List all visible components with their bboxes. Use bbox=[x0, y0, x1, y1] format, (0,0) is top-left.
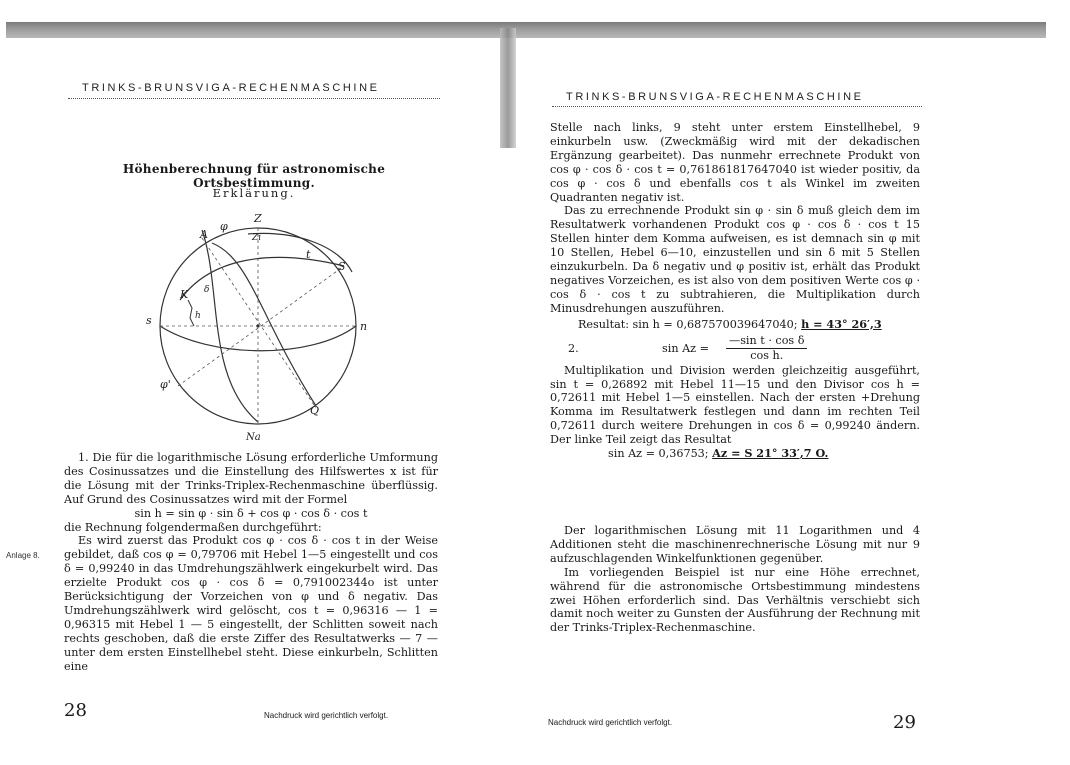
label-n: n bbox=[360, 320, 368, 333]
fraction-denominator: cos h. bbox=[750, 348, 784, 362]
right-body-text-top bbox=[550, 121, 920, 461]
label-star-S: S bbox=[338, 260, 346, 273]
paragraph: Stelle nach links, 9 steht unter erstem Einstellhebel, 9 einkurbeln usw. (Zweckmäßig wird mit der dekadischen Ergänzung gearbeitet). Das nunmehr errechnete Produkt von cos φ · cos δ · cos t = 0,761861817647040 ist wieder positiv, da cos φ · cos δ und ebenfalls cos t als Winkel im zweiten Quadranten negativ ist. bbox=[550, 121, 920, 204]
page-number-right: 29 bbox=[893, 712, 916, 733]
book-spine-shadow bbox=[500, 28, 516, 148]
formula-lhs: sin Az = bbox=[662, 341, 709, 355]
label-s: s bbox=[146, 314, 152, 327]
label-phi: φ bbox=[220, 220, 228, 233]
right-body-text-bottom bbox=[550, 524, 920, 635]
result-line-2 bbox=[550, 447, 920, 461]
page-title: Höhenberechnung für astronomische Ortsbestimmung. bbox=[122, 162, 386, 190]
paragraph: Multiplikation und Division werden gleichzeitig ausgeführt, sin t = 0,26892 mit Hebel 11—15 und den Divisor cos h = 0,72611 mit Hebel 1—5 einstellen. Nach der ersten +Drehung Komma im Resultatwerk festlegen und dann im rechten Teil 0,72611 durch weitere Drehungen in cos δ = 0,99240 ändern. Der linke Teil zeigt das Resultat bbox=[550, 363, 920, 447]
celestial-sphere-diagram bbox=[140, 208, 380, 448]
label-phi-prime: φ' bbox=[160, 378, 171, 391]
paragraph: 1. Die für die logarithmische Lösung erforderliche Umformung des Cosinussatzes und die Einstellung des Hilfswertes x ist für die Lösung mit der Trinks-Triplex-Rechenmaschine überflüssig. Auf Grund des Cosinussatzes wird mit der Formel bbox=[64, 451, 438, 506]
page-subtitle: Erklärung. bbox=[212, 186, 296, 200]
formula-fraction bbox=[726, 334, 807, 363]
paragraph: Es wird zuerst das Produkt cos φ · cos δ · cos t in der Weise gebildet, daß cos φ = 0,79706 mit Hebel 1—5 eingestellt und cos δ = 0,99240 in das Umdrehungszählwerk eingekurbelt wird. Das erzielte Produkt cos φ · cos δ = 0,791002344о ist unter Berücksichtigung der Vorzeichen von φ und δ negativ. Das Umdrehungszählwerk wird gelöscht, cos t = 0,96316 — 1 = 0,96315 mit Hebel 1 — 5 eingestellt, der Schlitten soweit nach rechts geschoben, daß die erste Ziffer des Resultatwerks — 7 — unter dem ersten Einstellhebel steht. Diese einkurbeln, Schlitten eine bbox=[64, 534, 438, 673]
footnote-right: Nachdruck wird gerichtlich verfolgt. bbox=[548, 718, 673, 727]
label-delta: δ bbox=[204, 285, 210, 295]
result-prefix: sin Az = 0,36753; bbox=[608, 447, 709, 461]
scan-top-border bbox=[6, 22, 1046, 38]
running-head-rule-right bbox=[552, 106, 922, 107]
item-number: 2. bbox=[568, 341, 579, 355]
label-t: t bbox=[306, 248, 311, 261]
left-body-text bbox=[64, 451, 438, 674]
margin-note: Anlage 8. bbox=[6, 551, 40, 560]
label-Zi: Zi bbox=[252, 233, 262, 243]
label-Z: Z bbox=[254, 212, 262, 225]
label-Na: Na bbox=[246, 432, 261, 443]
fraction-numerator: —sin t · cos δ bbox=[726, 334, 807, 349]
result-line-1 bbox=[550, 318, 920, 332]
paragraph: Der logarithmischen Lösung mit 11 Logarithmen und 4 Additionen steht die maschinenrechnerische Lösung mit nur 9 aufzuschlagenden Winkelfunktionen gegenüber. bbox=[550, 524, 920, 565]
formula: sin h = sin φ · sin δ + cos φ · cos δ · cos t bbox=[134, 506, 368, 520]
label-Q: Q bbox=[310, 404, 320, 417]
formula-block bbox=[550, 334, 920, 364]
page-number-left: 28 bbox=[64, 700, 87, 721]
label-S-small: K bbox=[180, 288, 189, 301]
running-head-left: TRINKS-BRUNSVIGA-RECHENMASCHINE bbox=[82, 82, 380, 94]
paragraph: Im vorliegenden Beispiel ist nur eine Höhe errechnet, während für die astronomische Ortsbestimmung mindestens zwei Höhen erforderlich sind. Das Verhältnis verschiebt sich damit noch weiter zu Gunsten der Ausführung der Rechnung mit der Trinks-Triplex-Rechenmaschine. bbox=[550, 565, 920, 635]
vertical-circle-arc bbox=[212, 243, 316, 406]
result-value: h = 43° 26′,3 bbox=[801, 316, 882, 331]
label-h: h bbox=[195, 311, 201, 321]
running-head-right: TRINKS-BRUNSVIGA-RECHENMASCHINE bbox=[566, 91, 864, 103]
result-value: Az = S 21° 33′,7 O. bbox=[712, 446, 829, 461]
paragraph: die Rechnung folgendermaßen durchgeführt: bbox=[64, 520, 322, 534]
result-prefix: Resultat: sin h = 0,687570039647040; bbox=[578, 317, 798, 331]
footnote-left: Nachdruck wird gerichtlich verfolgt. bbox=[264, 711, 389, 720]
paragraph: Das zu errechnende Produkt sin φ · sin δ muß gleich dem im Resultatwerk vorhandenen Produkt cos φ · cos δ · cos t 15 Stellen hinter dem Komma aufweisen, es ist demnach sin φ mit 10 Stellen, Hebel 6—10, einzustellen und sin δ mit 5 Stellen einzukurbeln. Da δ negativ und φ positiv ist, erhält das Produkt negatives Vorzeichen, es ist also von dem positiven Werte cos φ · cos δ · cos t zu subtrahieren, die Multiplikation durch Minusdrehungen auszuführen. bbox=[550, 204, 920, 315]
running-head-rule-left bbox=[68, 98, 440, 99]
label-A: A bbox=[200, 228, 208, 241]
